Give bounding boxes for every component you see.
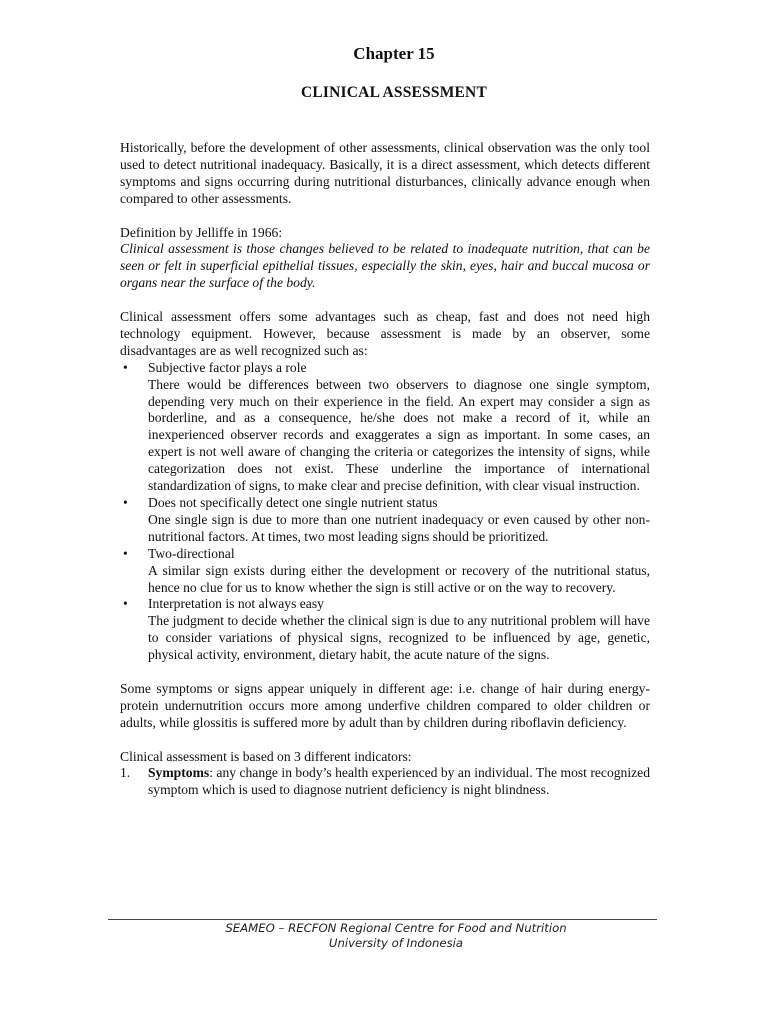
page-title: CLINICAL ASSESSMENT [301, 84, 487, 101]
footer-university: University of Indonesia [328, 936, 464, 950]
disadvantages-list [120, 360, 650, 664]
bullet-marker: • [123, 545, 128, 561]
indicators-list [120, 765, 650, 799]
list-item [120, 360, 650, 495]
bullet-marker: • [123, 596, 128, 612]
list-number: 1. [120, 765, 131, 781]
chapter-label: Chapter 15 [353, 44, 435, 63]
indicators-intro: Clinical assessment is based on 3 different indicators: [120, 748, 412, 764]
list-item-text: One single sign is due to more than one nutrient inadequacy or even caused by other non-nutritional factors. At times, two most leading signs should be prioritized. [148, 511, 650, 544]
definition-text: Clinical assessment is those changes believed to be related to inadequate nutrition, that can be seen or felt in superficial epithelial tissues, especially the skin, eyes, hair and buccal mucosa or organs near the surface of the body. [120, 241, 650, 291]
list-item-heading: Does not specifically detect one single nutrient status [148, 495, 438, 510]
list-item-heading: Interpretation is not always easy [148, 596, 324, 612]
footer-divider [108, 919, 657, 920]
indicator-term: Symptoms [148, 765, 210, 781]
bullet-marker: • [123, 359, 128, 375]
list-item [120, 546, 650, 597]
age-paragraph: Some symptoms or signs appear uniquely in different age: i.e. change of hair during energy-protein undernutrition occurs more among underfive children compared to older children or adults, while glossitis is suffered more by adult than by children during riboflavin deficiency. [120, 680, 650, 730]
list-item-heading: Subjective factor plays a role [148, 359, 307, 375]
document-body [120, 140, 650, 799]
list-item [120, 596, 650, 664]
list-item-heading: Two-directional [148, 545, 235, 561]
indicator-text: : any change in body’s health experienced by an individual. The most recognized symptom which is used to diagnose nutrient deficiency is night blindness. [148, 765, 650, 798]
list-item-text: There would be differences between two observers to diagnose one single symptom, depending very much on their experience in the field. An expert may consider a sign as borderline, and as a consequence, he/she does not make a record of it, while an inexperienced observer records and exaggerates a sign as important. In some cases, an expert is not well aware of changing the criteria or categorizes the intensity of signs, while categorization does not exist. These underline the importance of international standardization of signs, to make clear and precise definition, with clear visual instruction. [148, 376, 650, 494]
list-item-text: The judgment to decide whether the clinical sign is due to any nutritional problem will have to consider variations of physical signs, recognized to be influenced by age, genetic, physical activity, environment, dietary habit, the acute nature of the signs. [148, 613, 650, 663]
list-item [120, 495, 650, 546]
page-footer [108, 921, 684, 951]
list-item [120, 765, 650, 799]
definition-heading: Definition by Jelliffe in 1966: [120, 224, 283, 240]
intro-paragraph: Historically, before the development of other assessments, clinical observation was the only tool used to detect nutritional inadequacy. Basically, it is a direct assessment, which detects different symptoms and signs occurring during nutritional disturbances, clinically advance enough when compared to other assessments. [120, 140, 650, 206]
advantages-paragraph: Clinical assessment offers some advantages such as cheap, fast and does not need high technology equipment. However, because assessment is made by an observer, some disadvantages are as well recognized such as: [120, 309, 650, 358]
bullet-marker: • [123, 495, 128, 510]
list-item-text: A similar sign exists during either the development or recovery of the nutritional status, hence no clue for us to know whether the sign is still active or on the way to recovery. [148, 562, 650, 595]
footer-institution: SEAMEO – RECFON Regional Centre for Food and Nutrition [225, 921, 567, 935]
